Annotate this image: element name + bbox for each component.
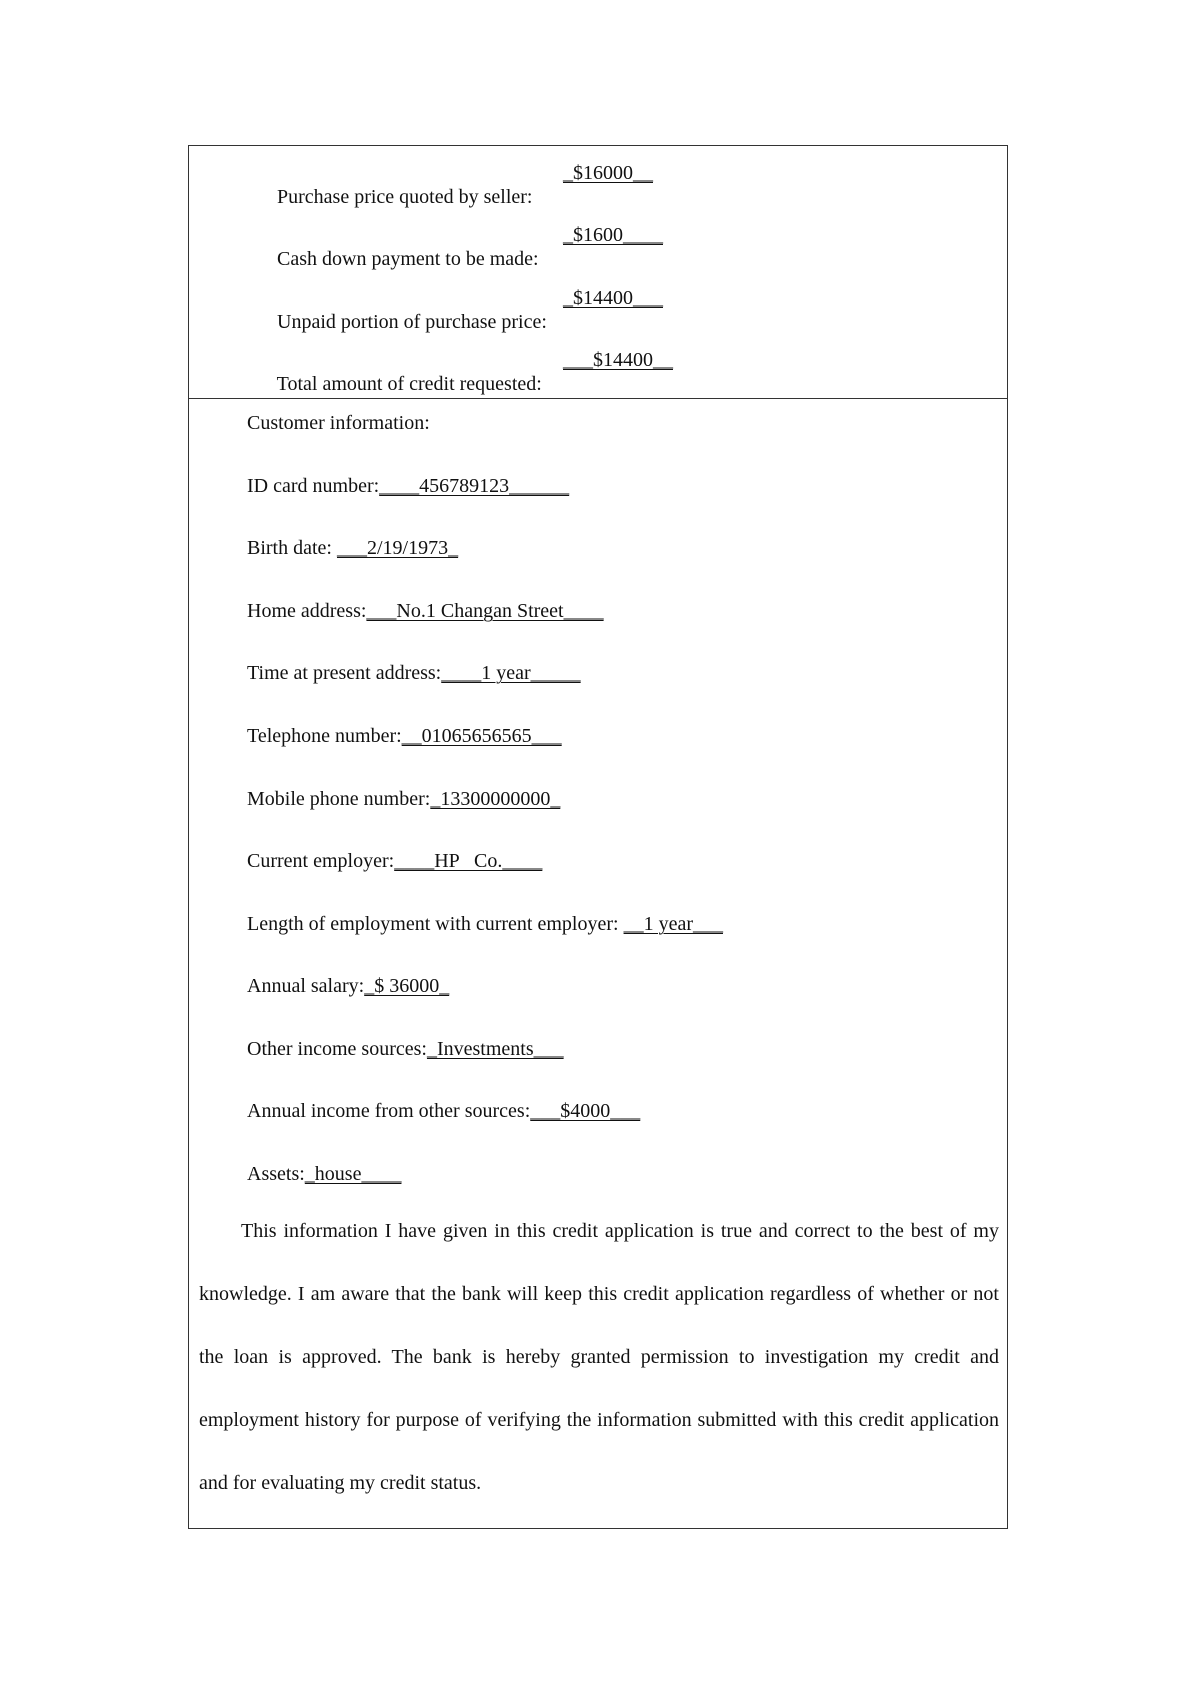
other-income-row	[247, 1037, 564, 1061]
down-payment-label: Cash down payment to be made:	[277, 248, 539, 270]
purchase-section	[189, 146, 1007, 399]
field-label: Mobile phone number:	[247, 788, 431, 810]
employment-length-row	[247, 912, 723, 936]
field-label: ID card number:	[247, 475, 380, 497]
field-label: Time at present address:	[247, 662, 442, 684]
credit-application-form	[188, 145, 1008, 1529]
purchase-price-value: _$16000__	[563, 162, 653, 184]
field-label: Annual income from other sources:	[247, 1100, 531, 1122]
field-value: _Investments___	[426, 1038, 564, 1060]
field-value: __1 year___	[623, 913, 723, 935]
field-value: ____1 year_____	[441, 662, 581, 684]
field-label: Annual salary:	[247, 975, 365, 997]
mobile-phone-row	[247, 787, 560, 811]
birth-date-row	[247, 536, 458, 560]
field-value: ___No.1 Changan Street____	[366, 600, 604, 622]
unpaid-portion-value: _$14400___	[563, 287, 663, 309]
field-value: ____456789123______	[379, 475, 570, 497]
declaration-paragraph: This information I have given in this credit application is true and correct to the best of my knowledge. I am aware that the bank will keep this credit application regardless of whether or not the loan is approved. The bank is hereby granted permission to investigation my credit and employment history for purpose of verifying the information submitted with this credit application and for evaluating my credit status.	[199, 1220, 999, 1494]
home-address-row	[247, 599, 604, 623]
current-employer-row	[247, 849, 542, 873]
field-value: ___2/19/1973_	[336, 537, 459, 559]
field-value: _13300000000_	[430, 788, 561, 810]
field-value: ____HP Co.____	[394, 850, 543, 872]
field-label: Home address:	[247, 600, 367, 622]
field-label: Length of employment with current employer:	[247, 913, 624, 935]
credit-requested-label: Total amount of credit requested:	[276, 373, 542, 395]
customer-section	[189, 399, 1007, 1529]
field-label: Assets:	[247, 1163, 305, 1185]
field-value: _$ 36000_	[364, 975, 450, 997]
field-label: Telephone number:	[247, 725, 402, 747]
telephone-row	[247, 724, 562, 748]
id-card-row	[247, 474, 569, 498]
time-at-address-row	[247, 661, 581, 685]
purchase-price-label: Purchase price quoted by seller:	[277, 186, 533, 208]
field-label: Other income sources:	[247, 1038, 427, 1060]
field-label: Current employer:	[247, 850, 395, 872]
field-label: Birth date:	[247, 537, 337, 559]
down-payment-value: _$1600____	[563, 224, 663, 246]
unpaid-portion-label: Unpaid portion of purchase price:	[277, 311, 547, 333]
credit-requested-value: ___$14400__	[563, 349, 673, 371]
annual-salary-row	[247, 974, 449, 998]
field-value: ___$4000___	[530, 1100, 641, 1122]
assets-row	[247, 1162, 401, 1186]
other-income-amount-row	[247, 1099, 640, 1123]
customer-heading: Customer information:	[247, 412, 430, 434]
field-value: _house____	[304, 1163, 402, 1185]
field-value: __01065656565___	[401, 725, 562, 747]
